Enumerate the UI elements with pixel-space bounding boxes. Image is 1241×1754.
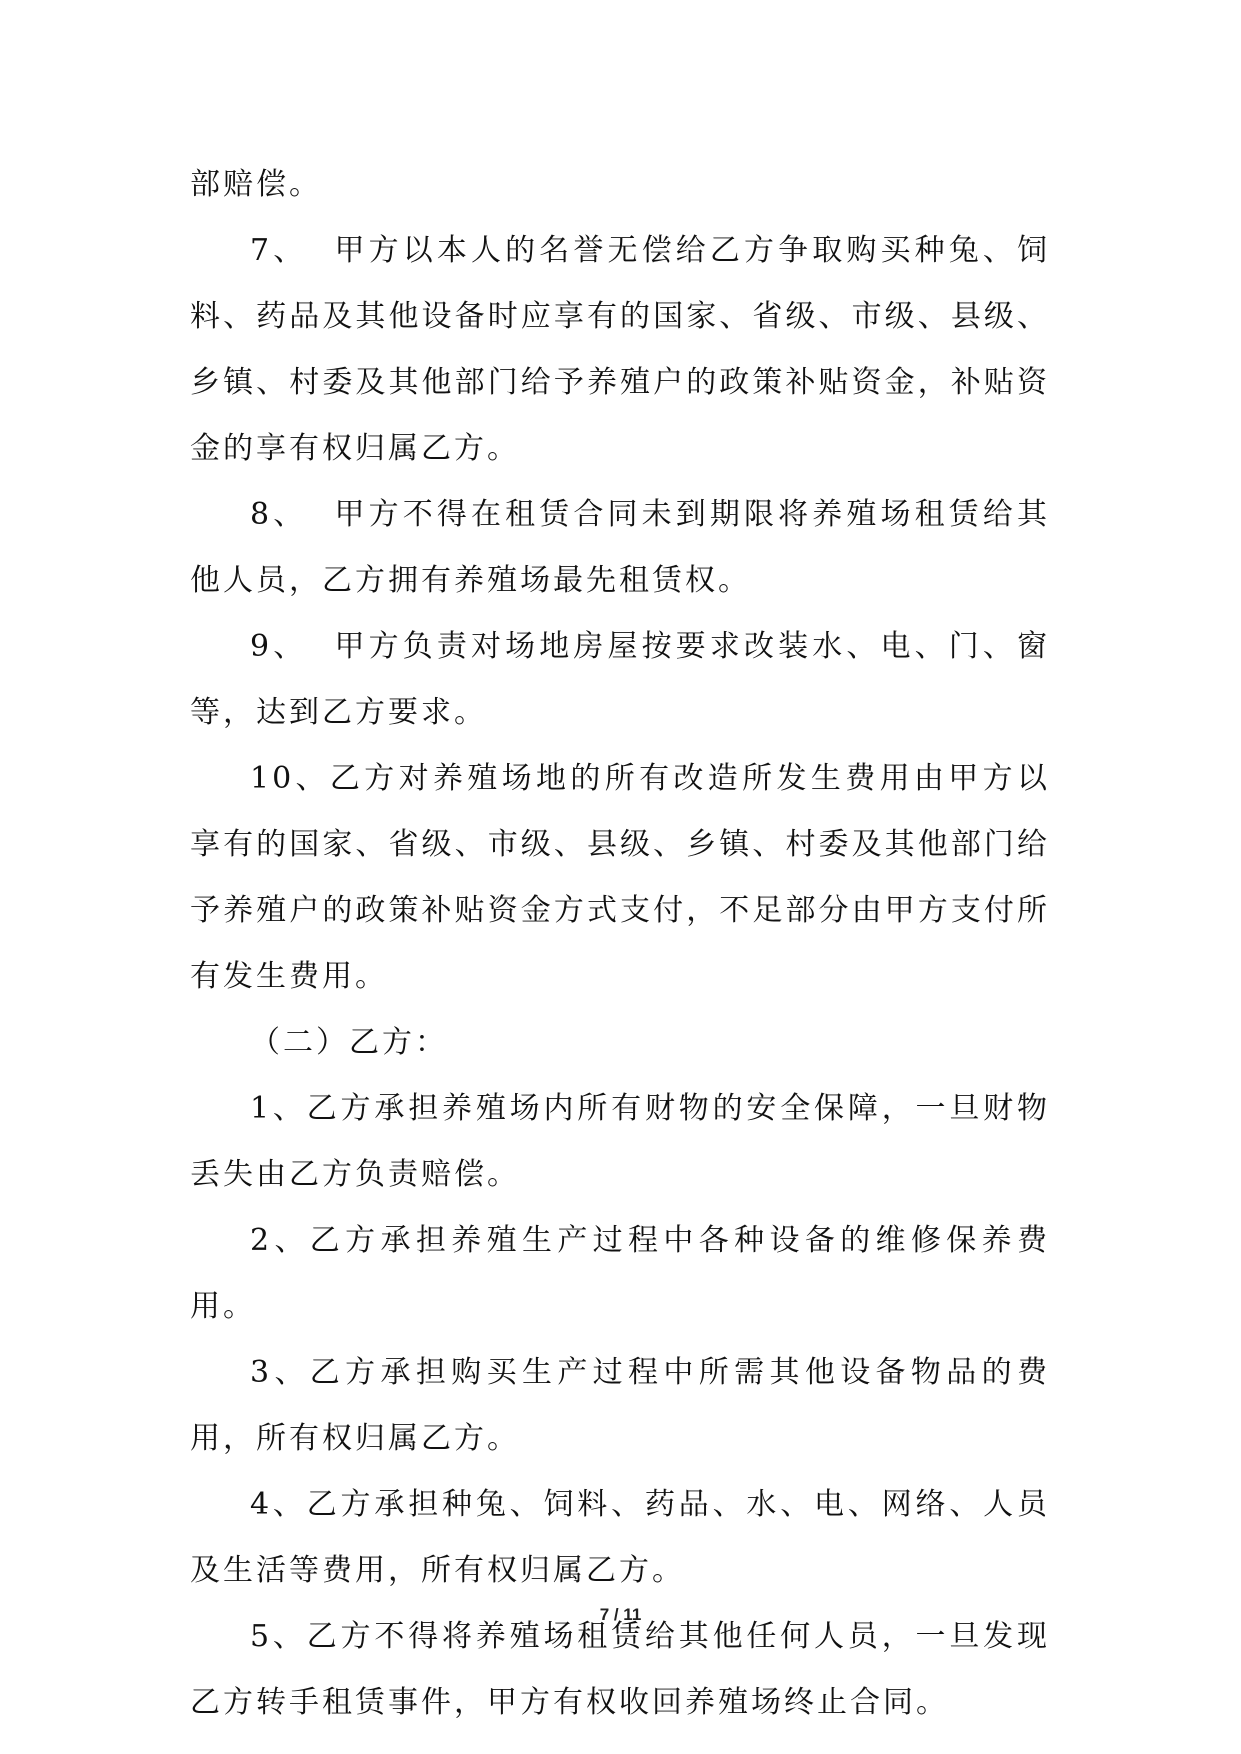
paragraph-text: 5、乙方不得将养殖场租赁给其他任何人员，一旦发现乙方转手租赁事件，甲方有权收回养殖场终止合同。 — [190, 1619, 1050, 1720]
section-heading-text: （二）乙方： — [250, 1025, 448, 1060]
paragraph-text: 甲方以本人的名誉无偿给乙方争取购买种兔、饲料、药品及其他设备时应享有的国家、省级、市级、县级、乡镇、村委及其他部门给予养殖户的政策补贴资金，补贴资金的享有权归属乙方。 — [190, 233, 1050, 466]
paragraph-text: 4、乙方承担种兔、饲料、药品、水、电、网络、人员及生活等费用，所有权归属乙方。 — [190, 1487, 1050, 1588]
paragraph-text: 部赔偿。 — [190, 167, 322, 202]
paragraph-b-item-3 — [190, 1340, 1050, 1472]
item-number: 9、 — [250, 629, 308, 664]
paragraph-item-10 — [190, 746, 1050, 1010]
item-number: 7、 — [250, 233, 308, 268]
document-body — [190, 152, 1050, 1736]
paragraph-b-item-2 — [190, 1208, 1050, 1340]
paragraph-text: 1、乙方承担养殖场内所有财物的安全保障，一旦财物丢失由乙方负责赔偿。 — [190, 1091, 1050, 1192]
paragraph-item-8 — [190, 482, 1050, 614]
paragraph-text: 2、乙方承担养殖生产过程中各种设备的维修保养费用。 — [190, 1223, 1050, 1324]
paragraph-text: 甲方负责对场地房屋按要求改装水、电、门、窗等，达到乙方要求。 — [190, 629, 1050, 730]
paragraph-b-item-4 — [190, 1472, 1050, 1604]
paragraph-item-9 — [190, 614, 1050, 746]
page-number: 7 / 11 — [599, 1605, 642, 1624]
paragraph-item-7 — [190, 218, 1050, 482]
paragraph-b-item-1 — [190, 1076, 1050, 1208]
item-number: 8、 — [250, 497, 308, 532]
paragraph-continuation — [190, 152, 1050, 218]
paragraph-text: 3、乙方承担购买生产过程中所需其他设备物品的费用，所有权归属乙方。 — [190, 1355, 1050, 1456]
paragraph-text: 甲方不得在租赁合同未到期限将养殖场租赁给其他人员，乙方拥有养殖场最先租赁权。 — [190, 497, 1050, 598]
paragraph-text: 10、乙方对养殖场地的所有改造所发生费用由甲方以享有的国家、省级、市级、县级、乡镇、村委及其他部门给予养殖户的政策补贴资金方式支付，不足部分由甲方支付所有发生费用。 — [190, 761, 1050, 994]
section-heading-party-b — [190, 1010, 1050, 1076]
